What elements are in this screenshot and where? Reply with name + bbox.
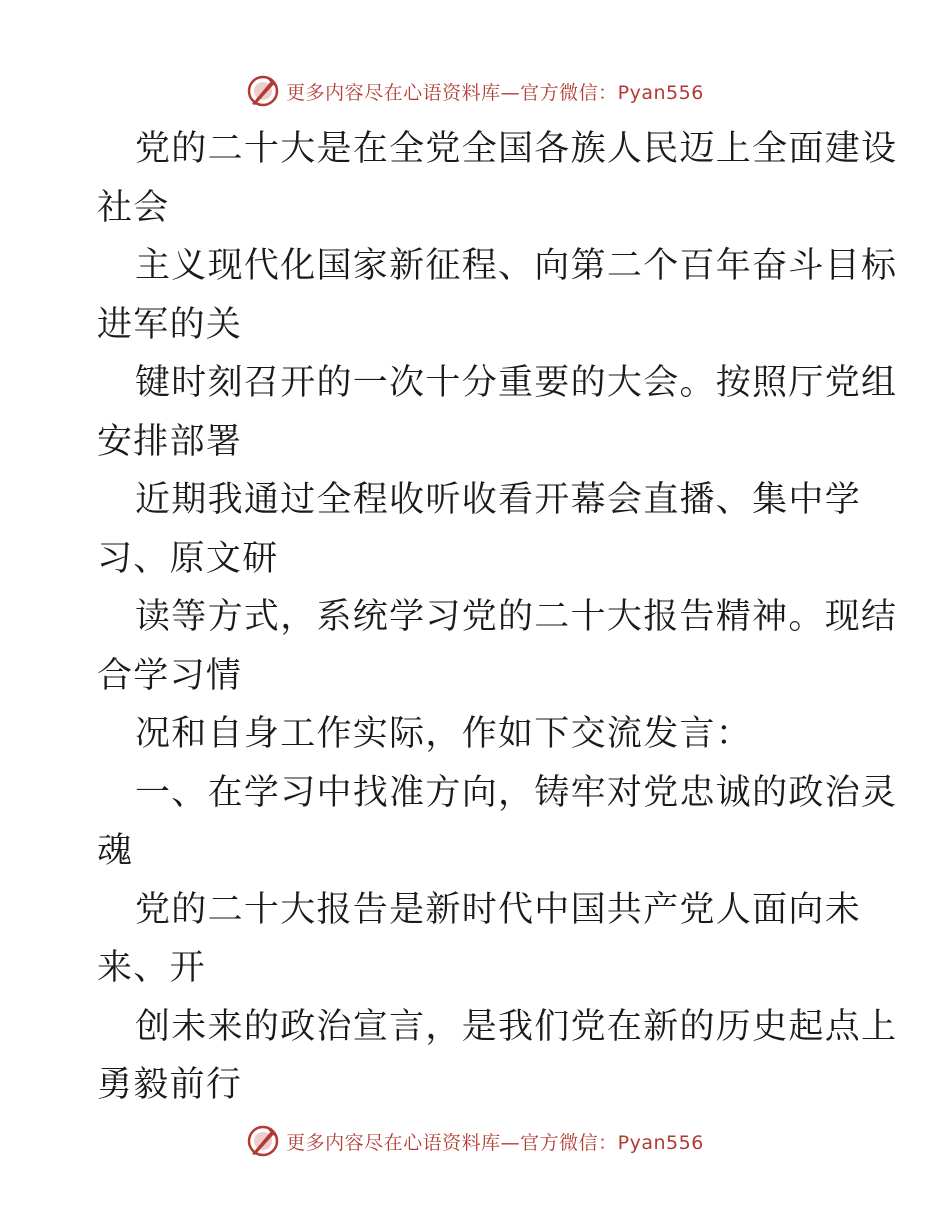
body-line: 来、开	[97, 948, 206, 988]
body-line: 创未来的政治宣言，是我们党在新的历史起点上	[135, 1006, 898, 1047]
document-body	[97, 120, 898, 1115]
body-line: 读等方式，系统学习党的二十大报告精神。现结	[135, 597, 898, 637]
body-line: 进军的关	[97, 304, 243, 345]
header-watermark	[0, 71, 950, 111]
body-line: 况和自身工作实际，作如下交流发言：	[135, 714, 753, 754]
body-line: 党的二十大报告是新时代中国共产党人面向未	[135, 889, 862, 930]
body-line: 习、原文研	[97, 538, 279, 579]
body-line: 安排部署	[97, 421, 243, 462]
section-heading: 一、在学习中找准方向，铸牢对党忠诚的政治灵	[135, 772, 898, 813]
footer-watermark	[0, 1121, 950, 1161]
body-line: 主义现代化国家新征程、向第二个百年奋斗目标	[135, 246, 898, 286]
body-line: 近期我通过全程收听收看开幕会直播、集中学	[135, 480, 862, 520]
body-line: 社会	[97, 187, 170, 228]
body-line: 键时刻召开的一次十分重要的大会。按照厅党组	[135, 363, 898, 403]
body-line: 党的二十大是在全党全国各族人民迈上全面建设	[135, 129, 898, 169]
footer-watermark-text: 更多内容尽在心语资料库—官方微信：Pyan556	[286, 1131, 704, 1154]
header-watermark-text: 更多内容尽在心语资料库—官方微信：Pyan556	[286, 81, 704, 104]
body-line: 勇毅前行	[97, 1065, 243, 1105]
body-line: 合学习情	[97, 655, 243, 696]
quill-pen-circle-icon	[246, 74, 280, 108]
quill-pen-circle-icon	[246, 1124, 280, 1158]
section-heading-continued: 魂	[97, 831, 134, 871]
